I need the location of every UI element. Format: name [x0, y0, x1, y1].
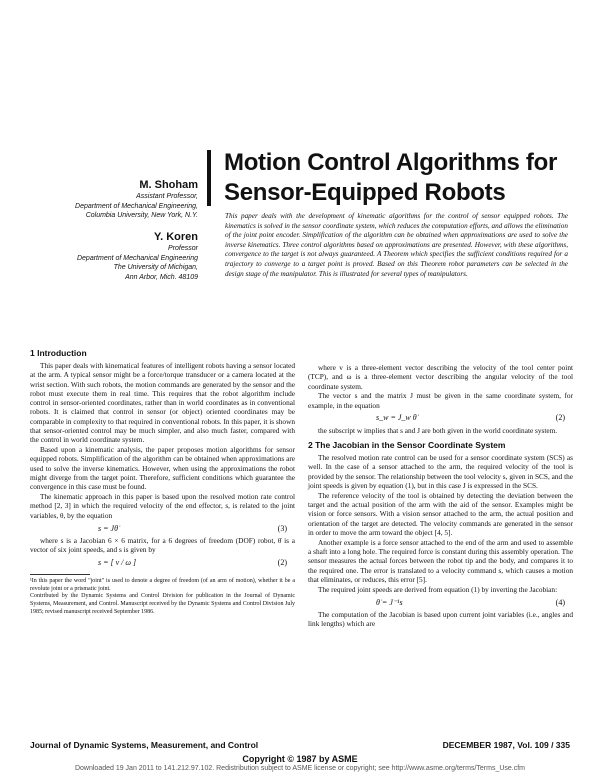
footer-issue-page: DECEMBER 1987, Vol. 109 / 335: [442, 740, 570, 750]
copyright-notice: Copyright © 1987 by ASME: [242, 754, 358, 764]
right-column: [308, 363, 573, 629]
author-name: Y. Koren: [153, 231, 198, 243]
equation-number: (2): [555, 413, 565, 423]
equation-number: (2): [277, 557, 287, 567]
equation-number: (4): [555, 597, 565, 607]
abstract: This paper deals with the development of kinematic algorithms for the control of sensor equipped robots. The kinematics is solved in the sensor coordinate system, which reduces the computation efforts, and allows the elimination of the joint point encoder. Simplification of the algorithm can be obtained when approximations are used to solve the inverse kinematics. Three control algorithms based on approximations are presented. However, with these algorithms, convergence to the target is not always guaranteed. A Theorem which specifies the sufficient conditions required for a trajectory to converge to a target point is proved. Based on this Theorem robot parameters can be selected in the design stage of the manipulator. This is illustrated for several types of manipulators.: [225, 212, 568, 278]
footnote: ¹In this paper the word "joint" is used to denote a degree of freedom (of an arm of motion), whether it be a revolute joint or a prismatic joint.: [30, 578, 295, 592]
paragraph: The vector s and the matrix J must be given in the same coordinate system, for example, in the equation: [308, 391, 573, 410]
equation-body: s = [ v / ω ]: [98, 557, 137, 567]
footnote-divider: [30, 574, 90, 575]
author-shoham: [20, 178, 198, 221]
equation-3: [30, 521, 295, 536]
author-name: M. Shoham: [139, 179, 198, 191]
equation-body: s_w = J_w θ̇: [376, 413, 417, 423]
equation-4: [308, 595, 573, 610]
section-heading-introduction: 1 Introduction: [30, 348, 87, 358]
equation-number: (3): [277, 523, 287, 533]
equation-world: [308, 410, 573, 425]
paragraph: Another example is a force sensor attached to the end of the arm and used to assemble a shaft into a long hole. The required force is constant during this assembly operation. The sensor measures the actual forces between the robot tip and the body, and compares it to the required one. The error is translated to a velocity command s, which causes a motion that eliminates, or reduces, this error [5].: [308, 537, 573, 584]
equation-body: s = Jθ̇: [98, 523, 118, 533]
paragraph: The computation of the Jacobian is based upon current joint variables (i.e., angles and link lengths) which are: [308, 609, 573, 629]
author-affiliation: Professor: [168, 245, 198, 252]
paragraph: The resolved motion rate control can be used for a sensor coordinate system (SCS) as well. In the case of a sensor attached to the arm, the required velocity of the tool is provided by the sensor. The relationship between the tool velocity s, given in SCS, and the joint speeds is given by equation (1), but in this case J is expressed in the SCS.: [308, 453, 573, 490]
author-affiliation: Columbia University, New York, N.Y.: [85, 212, 198, 219]
author-affiliation: Assistant Professor,: [136, 193, 198, 200]
author-affiliation: Department of Mechanical Engineering: [76, 254, 198, 262]
paragraph: where s is a Jacobian 6 × 6 matrix, for a 6 degrees of freedom (DOF) robot, θ̇ is a vector of six joint speeds, and s is given by: [30, 535, 295, 555]
paragraph: The required joint speeds are derived from equation (1) by inverting the Jacobian:: [318, 584, 558, 594]
paper-title: [224, 148, 564, 208]
author-affiliation: Department of Mechanical Engineering,: [75, 202, 198, 210]
paragraph: Based upon a kinematic analysis, the paper proposes motion algorithms for sensor equipped robots. Simplification of the algorithm can be obtained when approximations are used to solve the inverse kinematics. However, when using the approximations the robot might diverge from the target point. Therefore, sufficient conditions which guarantee the convergence in this case must be found.: [30, 445, 295, 492]
download-notice: Downloaded 19 Jan 2011 to 141.212.97.102. Redistribution subject to ASME license or copyright; see http://www.asme.org/terms/Terms_Use.cfm: [74, 765, 526, 772]
paragraph: the subscript w implies that s and J are both given in the world coordinate system.: [318, 425, 558, 435]
author-affiliation: Ann Arbor, Mich. 48109: [125, 273, 198, 281]
paragraph: The reference velocity of the tool is obtained by detecting the deviation between the target and the actual position of the arm with the aid of the sensor. Examples might be vision or force sensors. With a vision sensor attached to the arm, the actual position and orientation of the target are detected. The velocity commands are generated in the sensor in order to move the arm toward the object [4, 5].: [308, 490, 573, 537]
footnote: Contributed by the Dynamic Systems and Control Division for publication in the Journal of Dynamic Systems, Measurement, and Control. Manuscript received by the Dynamic Systems and Control Division July 1985; revised manuscript received September 1986.: [30, 593, 295, 615]
paragraph: The kinematic approach in this paper is based upon the resolved motion rate control method [2, 3] in which the required velocity of the end effector, s, is related to the joint variables, θ, by the equation: [30, 492, 295, 520]
equation-body: θ̇ = J⁻¹s: [376, 597, 403, 607]
author-koren: [20, 230, 198, 282]
left-column: [30, 347, 295, 616]
title-rule: [207, 150, 211, 206]
title-line-1: Motion Control Algorithms for: [224, 149, 558, 176]
paragraph: This paper deals with kinematical features of intelligent robots having a sensor located at the arm. A typical sensor might be a force/torque transducer or a camera located at the wrist section. With such robots, the motion commands are generated by the sensor and the robot must execute them in real time. This requires that the robot algorithm include control in sensor-oriented coordinates, rather than in world coordinates as in conventional robots. It is claimed that control in sensor (or object) oriented coordinates may be comparable in complexity to that required in conventional robots. In this paper, it is shown that sensor-oriented control may be much simpler, and also much faster, compared with the control in world coordinate system.: [30, 361, 295, 445]
equation-2: [30, 555, 295, 570]
footer-journal-name: Journal of Dynamic Systems, Measurement, and Control: [30, 740, 259, 750]
author-affiliation: The University of Michigan,: [113, 264, 198, 271]
title-line-2: Sensor-Equipped Robots: [224, 179, 506, 206]
section-heading-jacobian: 2 The Jacobian in the Sensor Coordinate System: [308, 440, 506, 451]
paragraph: where v is a three-element vector describing the velocity of the tool center point (TCP), and ω is a three-element vector describing the angular velocity of the tool coordinate system.: [308, 363, 573, 391]
